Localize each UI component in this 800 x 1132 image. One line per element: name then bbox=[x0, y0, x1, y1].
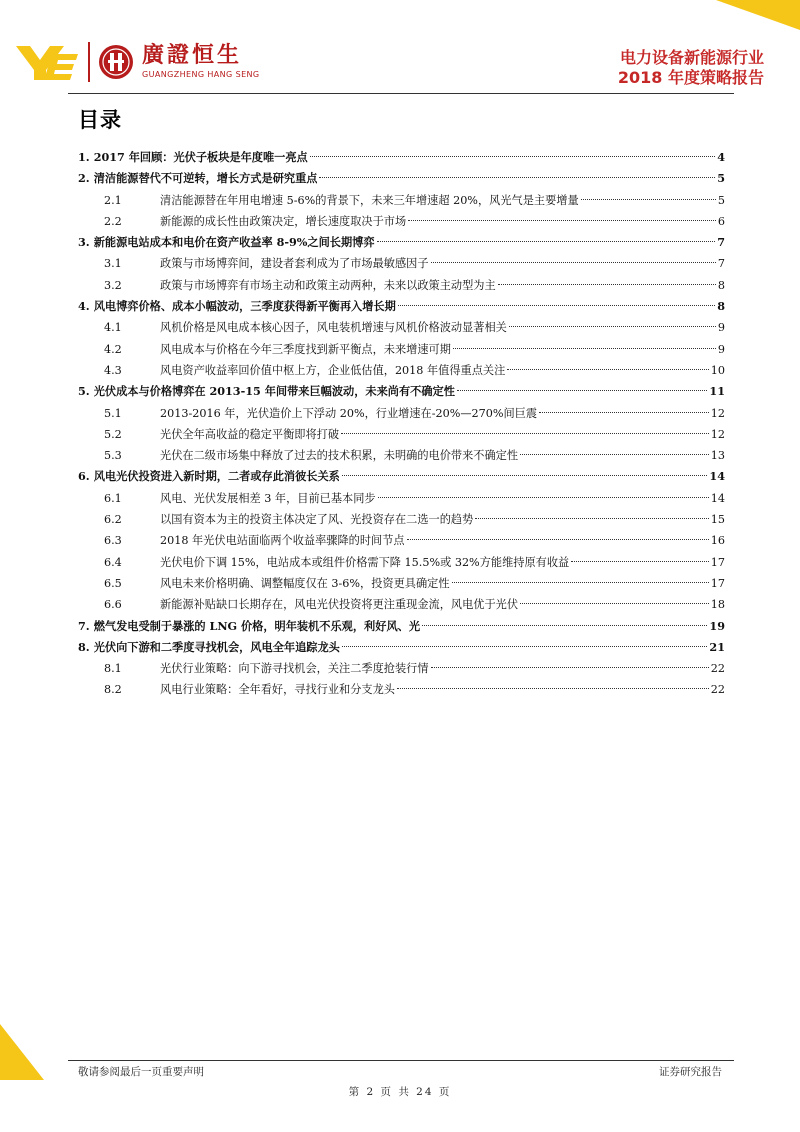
toc-leader-dots bbox=[398, 305, 715, 306]
toc-entry-page: 22 bbox=[710, 683, 725, 697]
toc-entry-page: 10 bbox=[710, 363, 725, 377]
toc-entry-number: 6. bbox=[78, 469, 90, 484]
footer-divider bbox=[68, 1060, 734, 1061]
toc-entry-page: 15 bbox=[710, 513, 725, 527]
toc-entry-title: 清洁能源替在年用电增速 5-6%的背景下，未来三年增速超 20%，风光气是主要增量 bbox=[160, 193, 579, 207]
toc-entry-title: 2013-2016 年，光伏造价上下浮动 20%，行业增速在-20%—270%间巨震 bbox=[160, 406, 538, 420]
toc-entry[interactable] bbox=[78, 360, 725, 381]
toc-entry[interactable] bbox=[78, 573, 725, 594]
footer-disclaimer: 敬请参阅最后一页重要声明 bbox=[78, 1066, 204, 1078]
toc-entry[interactable] bbox=[78, 637, 725, 658]
toc-leader-dots bbox=[452, 582, 709, 583]
toc-entry[interactable] bbox=[78, 530, 725, 551]
toc-leader-dots bbox=[539, 412, 709, 413]
toc-entry-number: 4.1 bbox=[104, 321, 122, 335]
toc-entry-title: 光伏成本与价格博弈在 2013-15 年间带来巨幅波动，未来尚有不确定性 bbox=[93, 384, 455, 399]
toc-entry-number: 4.2 bbox=[104, 342, 122, 356]
toc-entry-number: 2. bbox=[78, 171, 90, 186]
toc-entry-number: 1. bbox=[78, 150, 90, 164]
report-header bbox=[618, 48, 764, 88]
corner-accent-top-right bbox=[716, 0, 800, 30]
toc-entry[interactable] bbox=[78, 616, 725, 637]
toc-entry-page: 11 bbox=[709, 384, 725, 399]
toc-entry-number: 8.2 bbox=[104, 683, 122, 697]
toc-entry-number: 3.1 bbox=[104, 257, 122, 271]
toc-entry-page: 12 bbox=[710, 406, 725, 420]
toc-leader-dots bbox=[581, 199, 716, 200]
toc-leader-dots bbox=[571, 561, 709, 562]
toc-entry-title: 光伏电价下调 15%，电站成本或组件价格需下降 15.5%或 32%方能维持原有收益 bbox=[160, 555, 570, 569]
toc-entry-number: 2.1 bbox=[104, 193, 122, 207]
toc-entry[interactable] bbox=[78, 211, 725, 232]
table-of-contents bbox=[78, 147, 725, 701]
toc-entry[interactable] bbox=[78, 488, 725, 509]
toc-entry-number: 4. bbox=[78, 299, 90, 314]
toc-entry-page: 4 bbox=[717, 150, 725, 164]
toc-entry-page: 8 bbox=[717, 278, 725, 292]
header-report-type: 2018 年度策略报告 bbox=[617, 68, 764, 87]
toc-entry-page: 8 bbox=[717, 299, 725, 314]
toc-leader-dots bbox=[310, 156, 715, 157]
toc-entry-number: 6.1 bbox=[104, 491, 122, 505]
toc-entry-title: 光伏向下游和二季度寻找机会，风电全年追踪龙头 bbox=[93, 639, 340, 654]
ye-logo-icon bbox=[14, 40, 80, 84]
toc-entry-page: 19 bbox=[709, 618, 725, 633]
toc-entry-number: 7. bbox=[78, 618, 90, 633]
toc-entry[interactable] bbox=[78, 317, 725, 338]
toc-title: 目录 bbox=[78, 107, 122, 132]
toc-entry[interactable] bbox=[78, 658, 725, 679]
logo-divider bbox=[88, 42, 90, 82]
logo-name-cn: 廣證恒生 bbox=[142, 43, 243, 68]
toc-entry-page: 22 bbox=[710, 662, 725, 676]
toc-leader-dots bbox=[342, 475, 708, 476]
toc-entry[interactable] bbox=[78, 445, 725, 466]
toc-leader-dots bbox=[319, 177, 715, 178]
toc-leader-dots bbox=[408, 220, 716, 221]
toc-leader-dots bbox=[407, 539, 709, 540]
toc-entry-number: 6.4 bbox=[104, 555, 122, 569]
toc-entry-number: 2.2 bbox=[104, 214, 122, 228]
toc-entry-title: 2017 年回顾：光伏子板块是年度唯一亮点 bbox=[93, 150, 308, 164]
toc-entry[interactable] bbox=[78, 403, 725, 424]
toc-entry-number: 5.2 bbox=[104, 427, 122, 441]
toc-entry-number: 3. bbox=[78, 235, 90, 250]
toc-leader-dots bbox=[520, 454, 709, 455]
header-industry: 电力设备新能源行业 bbox=[619, 48, 764, 67]
toc-entry-title: 新能源电站成本和电价在资产收益率 8-9%之间长期博弈 bbox=[93, 235, 375, 250]
toc-entry-title: 风电、光伏发展相差 3 年，目前已基本同步 bbox=[160, 491, 376, 505]
toc-leader-dots bbox=[507, 369, 708, 370]
toc-entry-page: 17 bbox=[710, 555, 725, 569]
toc-entry[interactable] bbox=[78, 509, 725, 530]
toc-entry-page: 5 bbox=[717, 171, 725, 186]
toc-leader-dots bbox=[475, 518, 708, 519]
toc-entry-page: 18 bbox=[710, 598, 725, 612]
toc-leader-dots bbox=[498, 284, 716, 285]
toc-leader-dots bbox=[422, 625, 707, 626]
toc-entry-page: 13 bbox=[710, 449, 725, 463]
toc-entry[interactable] bbox=[78, 168, 725, 189]
header-divider bbox=[68, 93, 734, 94]
toc-entry-page: 16 bbox=[710, 534, 725, 548]
toc-leader-dots bbox=[342, 646, 708, 647]
toc-entry-page: 21 bbox=[709, 639, 725, 654]
toc-entry[interactable] bbox=[78, 296, 725, 317]
toc-entry-title: 风电光伏投资进入新时期，二者或存此消彼长关系 bbox=[93, 469, 340, 484]
toc-entry-page: 17 bbox=[710, 576, 725, 590]
toc-entry-title: 清洁能源替代不可逆转，增长方式是研究重点 bbox=[93, 171, 318, 186]
toc-leader-dots bbox=[397, 688, 709, 689]
corner-accent-bottom-left bbox=[0, 1024, 44, 1080]
toc-entry[interactable] bbox=[78, 424, 725, 445]
toc-entry-page: 6 bbox=[717, 214, 725, 228]
toc-entry-title: 风电资产收益率回价值中枢上方，企业低估值，2018 年值得重点关注 bbox=[160, 363, 506, 377]
toc-entry-page: 5 bbox=[717, 193, 725, 207]
toc-entry-page: 7 bbox=[717, 235, 725, 250]
toc-entry-number: 8. bbox=[78, 639, 90, 654]
toc-entry-number: 6.2 bbox=[104, 513, 122, 527]
toc-entry-page: 12 bbox=[710, 427, 725, 441]
toc-entry-number: 8.1 bbox=[104, 662, 122, 676]
toc-entry-title: 政策与市场博弈间，建设者套利成为了市场最敏感因子 bbox=[160, 257, 429, 271]
toc-entry[interactable] bbox=[78, 339, 725, 360]
toc-entry-page: 14 bbox=[709, 469, 725, 484]
toc-entry-title: 风机价格是风电成本核心因子，风电装机增速与风机价格波动显著相关 bbox=[160, 321, 507, 335]
toc-leader-dots bbox=[378, 497, 709, 498]
seal-icon bbox=[98, 44, 134, 80]
toc-entry[interactable] bbox=[78, 466, 725, 487]
toc-entry[interactable] bbox=[78, 232, 725, 253]
toc-entry-number: 4.3 bbox=[104, 363, 122, 377]
toc-entry-number: 3.2 bbox=[104, 278, 122, 292]
page-number: 第 2 页 共 24 页 bbox=[348, 1086, 452, 1098]
toc-entry-title: 风电博弈价格、成本小幅波动，三季度获得新平衡再入增长期 bbox=[93, 299, 396, 314]
toc-entry[interactable] bbox=[78, 594, 725, 615]
toc-entry-page: 9 bbox=[717, 342, 725, 356]
toc-leader-dots bbox=[377, 241, 716, 242]
toc-entry-title: 政策与市场博弈有市场主动和政策主动两种，未来以政策主动型为主 bbox=[160, 278, 496, 292]
toc-entry-title: 新能源的成长性由政策决定，增长速度取决于市场 bbox=[160, 214, 407, 228]
logo-name-en: GUANGZHENG HANG SENG bbox=[142, 70, 260, 79]
toc-entry-title: 光伏行业策略：向下游寻找机会，关注二季度抢装行情 bbox=[160, 662, 429, 676]
toc-leader-dots bbox=[453, 348, 716, 349]
toc-leader-dots bbox=[341, 433, 709, 434]
toc-entry-number: 5.3 bbox=[104, 449, 122, 463]
toc-entry-page: 9 bbox=[717, 321, 725, 335]
toc-entry-number: 6.3 bbox=[104, 534, 122, 548]
toc-entry[interactable] bbox=[78, 190, 725, 211]
toc-entry[interactable] bbox=[78, 275, 725, 296]
toc-entry-page: 14 bbox=[710, 491, 725, 505]
toc-entry-title: 以国有资本为主的投资主体决定了风、光投资存在二选一的趋势 bbox=[160, 513, 474, 527]
toc-entry-title: 风电未来价格明确、调整幅度仅在 3-6%，投资更具确定性 bbox=[160, 576, 450, 590]
toc-entry-number: 5.1 bbox=[104, 406, 122, 420]
toc-entry[interactable] bbox=[78, 253, 725, 274]
toc-entry-title: 燃气发电受制于暴涨的 LNG 价格，明年装机不乐观，利好风、光 bbox=[93, 618, 421, 633]
toc-leader-dots bbox=[509, 326, 716, 327]
footer-report-label: 证券研究报告 bbox=[659, 1066, 722, 1078]
toc-leader-dots bbox=[431, 262, 716, 263]
toc-leader-dots bbox=[431, 667, 709, 668]
toc-entry-number: 6.5 bbox=[104, 576, 122, 590]
company-logo bbox=[14, 36, 260, 88]
toc-entry-title: 新能源补贴缺口长期存在，风电光伏投资将更注重现金流，风电优于光伏 bbox=[160, 598, 519, 612]
toc-entry-title: 风电行业策略：全年看好，寻找行业和分支龙头 bbox=[160, 683, 395, 697]
toc-entry-title: 2018 年光伏电站面临两个收益率骤降的时间节点 bbox=[160, 534, 405, 548]
toc-entry-title: 光伏全年高收益的稳定平衡即将打破 bbox=[160, 427, 340, 441]
toc-entry-page: 7 bbox=[717, 257, 725, 271]
toc-entry-title: 风电成本与价格在今年三季度找到新平衡点，未来增速可期 bbox=[160, 342, 451, 356]
toc-leader-dots bbox=[457, 390, 708, 391]
toc-entry[interactable] bbox=[78, 552, 725, 573]
toc-entry-number: 6.6 bbox=[104, 598, 122, 612]
toc-entry-title: 光伏在二级市场集中释放了过去的技术积累，未明确的电价带来不确定性 bbox=[160, 449, 519, 463]
toc-entry[interactable] bbox=[78, 679, 725, 700]
toc-entry-number: 5. bbox=[78, 384, 90, 399]
toc-entry[interactable] bbox=[78, 147, 725, 168]
toc-leader-dots bbox=[520, 603, 709, 604]
toc-entry[interactable] bbox=[78, 381, 725, 402]
